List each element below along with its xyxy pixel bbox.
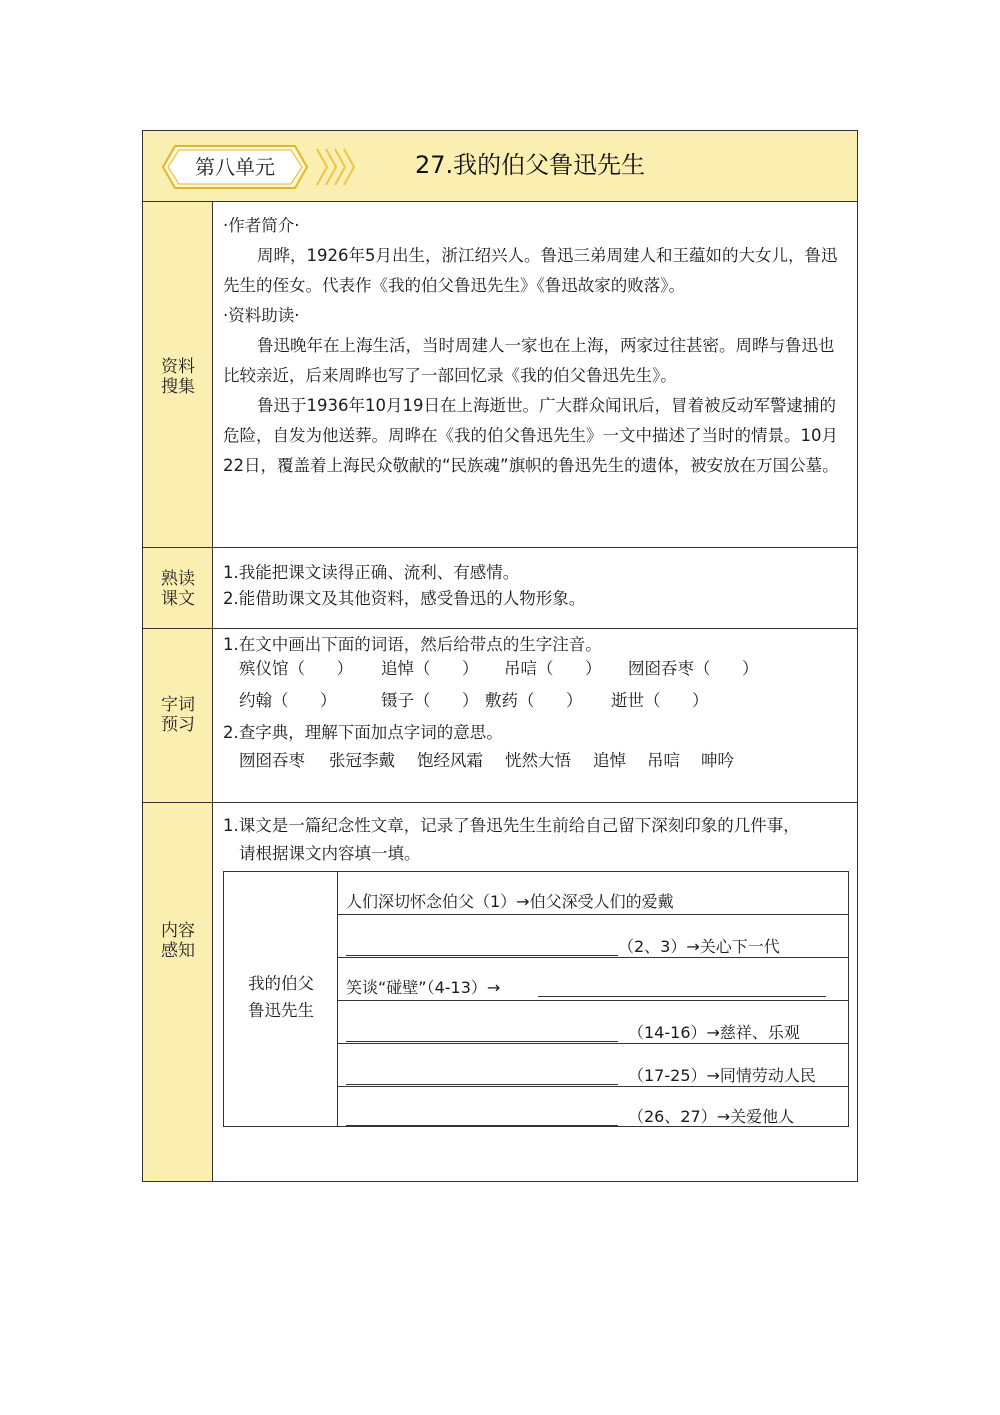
- answer-blank[interactable]: [538, 978, 826, 997]
- label-line: 课文: [161, 589, 195, 609]
- vocab-question-1: 1.在文中画出下面的词语，然后给带点的生字注音。: [223, 635, 602, 654]
- fill-row-text: （2、3）→关心下一代: [618, 937, 780, 956]
- materials-text: [223, 211, 847, 481]
- answer-blank[interactable]: [346, 937, 618, 956]
- fill-row: [338, 1087, 848, 1126]
- fill-row-text: （14-16）→慈祥、乐观: [628, 1023, 800, 1042]
- section-vocab: [213, 629, 857, 803]
- section-label-vocab: [143, 629, 213, 803]
- label-line: 预习: [161, 715, 195, 735]
- reading-item-2: 2.能借助课文及其他资料，感受鲁迅的人物形象。: [223, 589, 586, 608]
- content-question-line-1: 1.课文是一篇纪念性文章，记录了鲁迅先生生前给自己留下深刻印象的几件事，: [223, 816, 800, 835]
- fill-row: [338, 872, 848, 915]
- header-bar: [143, 131, 857, 202]
- topic-line: 我的伯父: [248, 974, 314, 993]
- vocab-word: 约翰（ ）: [239, 691, 337, 710]
- reading-paragraph-2: 鲁迅于1936年10月19日在上海逝世。广大群众闻讯后，冒着被反动军警逮捕的危险，自发为他送葬。周晔在《我的伯父鲁迅先生》一文中描述了当时的情景。10月22日，覆盖着上海民众敬献的“民族魂”旗帜的鲁迅先生的遗体，被安放在万国公墓。: [223, 396, 839, 475]
- vocab-word: 逝世（ ）: [611, 691, 709, 710]
- unit-label: 第八单元: [195, 155, 275, 179]
- label-line: 内容: [161, 921, 195, 941]
- worksheet: [142, 130, 858, 1182]
- fill-row: [338, 1001, 848, 1044]
- unit-tag: [161, 144, 309, 190]
- vocab-word: 敷药（ ）: [485, 691, 583, 710]
- fill-row: [338, 958, 848, 1001]
- fill-row: [338, 915, 848, 958]
- vocab-word: 殡仪馆（ ）: [239, 659, 353, 678]
- vocab-word: 饱经风霜: [417, 751, 483, 770]
- vocab-word: 吊唁（ ）: [504, 659, 602, 678]
- reading-paragraph-1: 鲁迅晚年在上海生活，当时周建人一家也在上海，两家过往甚密。周晔与鲁迅也比较亲近，后来周晔也写了一部回忆录《我的伯父鲁迅先生》。: [223, 336, 835, 385]
- vocab-word: 追悼: [593, 751, 626, 770]
- answer-blank[interactable]: [346, 1066, 618, 1085]
- section-reading: [213, 548, 857, 629]
- reading-heading: ·资料助读·: [223, 306, 300, 325]
- fill-row: [338, 1044, 848, 1087]
- content-question-line-2: 请根据课文内容填一填。: [239, 844, 421, 863]
- fill-row-text: （17-25）→同情劳动人民: [628, 1066, 816, 1085]
- vocab-word: 恍然大悟: [505, 751, 571, 770]
- section-label-content: [143, 803, 213, 1181]
- vocab-word: 镊子（ ）: [381, 691, 479, 710]
- section-materials: [213, 202, 857, 548]
- vocab-word: 囫囵吞枣: [239, 751, 305, 770]
- lesson-title: 27.我的伯父鲁迅先生: [415, 151, 646, 179]
- fill-row-text: 人们深切怀念伯父（1）→伯父深受人们的爱戴: [346, 890, 674, 915]
- vocab-question-2: 2.查字典，理解下面加点字词的意思。: [223, 723, 503, 742]
- section-label-materials: [143, 202, 213, 548]
- label-line: 字词: [161, 695, 195, 715]
- fill-in-table: [223, 871, 849, 1127]
- reading-item-1: 1.我能把课文读得正确、流利、有感情。: [223, 563, 520, 582]
- label-line: 资料: [161, 357, 195, 377]
- author-text: 周晔，1926年5月出生，浙江绍兴人。鲁迅三弟周建人和王蕴如的大女儿，鲁迅先生的侄女。代表作《我的伯父鲁迅先生》《鲁迅故家的败落》。: [223, 246, 838, 295]
- label-line: 熟读: [161, 569, 195, 589]
- topic-line: 鲁迅先生: [248, 1001, 314, 1020]
- answer-blank[interactable]: [346, 1107, 618, 1126]
- section-content: [213, 803, 857, 1181]
- vocab-word: 张冠李戴: [329, 751, 395, 770]
- label-line: 搜集: [161, 377, 195, 397]
- label-line: 感知: [161, 941, 195, 961]
- section-label-reading: [143, 548, 213, 629]
- chevron-arrows-icon: [315, 147, 361, 187]
- fill-row-text: （26、27）→关爱他人: [628, 1107, 795, 1126]
- answer-blank[interactable]: [346, 1023, 618, 1042]
- fill-row-text: 笑谈“碰壁”（4-13）→: [346, 978, 501, 997]
- author-heading: ·作者简介·: [223, 216, 300, 235]
- vocab-word: 追悼（ ）: [381, 659, 479, 678]
- vocab-word: 呻吟: [701, 751, 734, 770]
- vocab-word: 吊唁: [647, 751, 680, 770]
- fill-table-topic: [224, 872, 338, 1126]
- vocab-word: 囫囵吞枣（ ）: [628, 659, 759, 678]
